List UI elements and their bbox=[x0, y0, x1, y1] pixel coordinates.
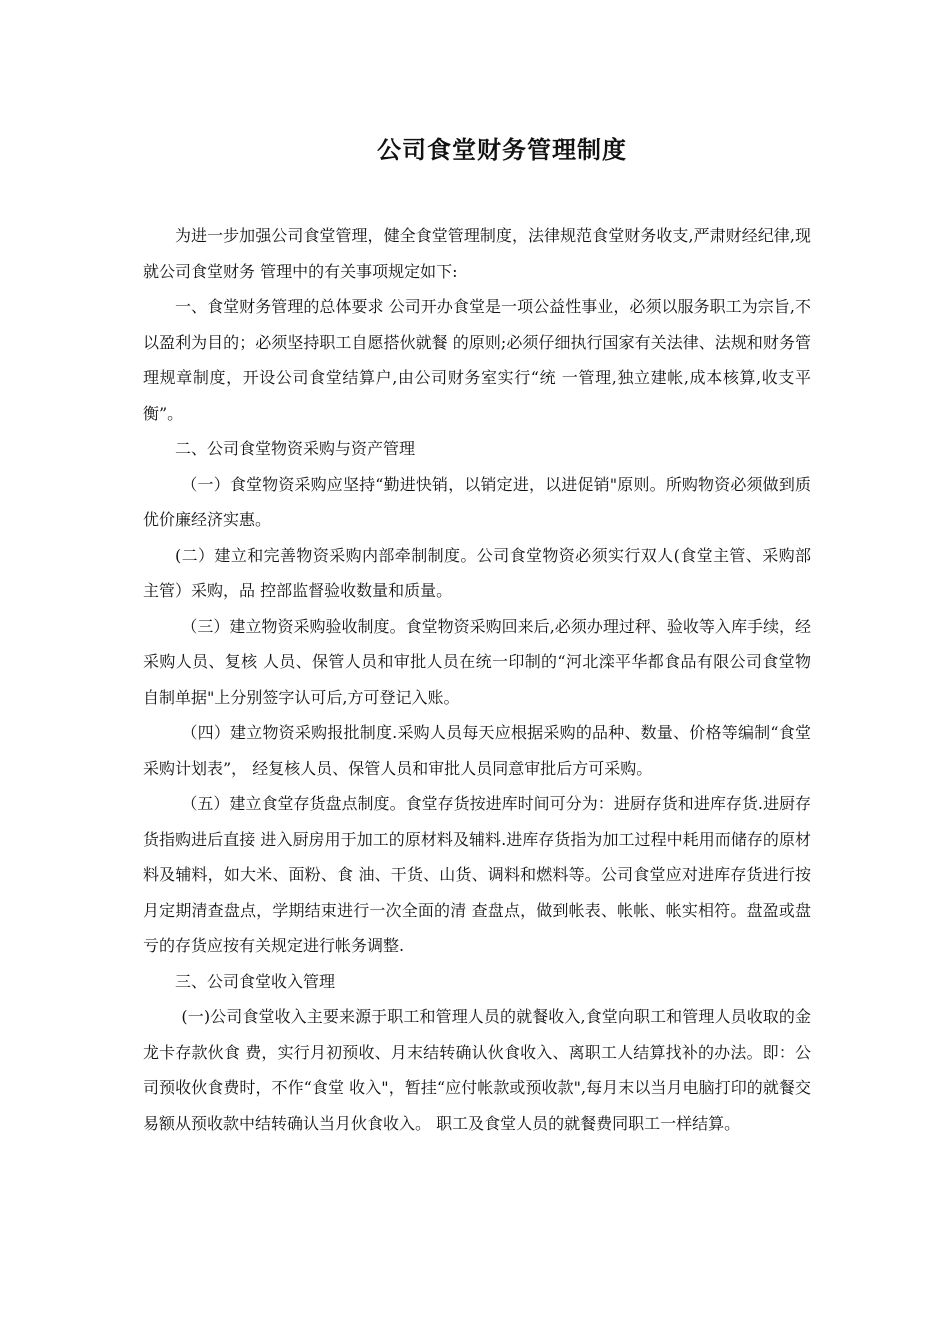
section-3-item-1: (一)公司食堂收入主要来源于职工和管理人员的就餐收入,食堂向职工和管理人员收取的金龙卡存款伙食 费，实行月初预收、月末结转确认伙食收入、离职工人结算找补的办法。即：公司预收伙食费时，不作“食堂 收入"，暂挂“应付帐款或预收款",每月末以当月电脑打印的就餐交易额从预收款中结转确认当月伙食收入。 职工及食堂人员的就餐费同职工一样结算。 bbox=[143, 1007, 811, 1133]
document-title: 公司食堂财务管理制度 bbox=[377, 136, 627, 164]
section-2-item-3: （三）建立物资采购验收制度。食堂物资采购回来后,必须办理过秤、验收等入库手续，经采购人员、复核 人员、保管人员和审批人员在统一印制的“河北滦平华都食品有限公司食堂物自制单据"上分别签字认可后,方可登记入账。 bbox=[143, 616, 811, 707]
section-2-heading: 二、公司食堂物资采购与资产管理 bbox=[175, 439, 416, 458]
section-2-item-1: （一）食堂物资采购应坚持“勤进快销，以销定进，以进促销"原则。所购物资必须做到质优价廉经济实惠。 bbox=[143, 474, 811, 529]
section-2-item-4: （四）建立物资采购报批制度.采购人员每天应根据采购的品种、数量、价格等编制“食堂采购计划表”， 经复核人员、保管人员和审批人员同意审批后方可采购。 bbox=[143, 723, 811, 778]
section-1-paragraph: 一、食堂财务管理的总体要求 公司开办食堂是一项公益性事业，必须以服务职工为宗旨,不以盈利为目的；必须坚持职工自愿搭伙就餐 的原则;必须仔细执行国家有关法律、法规和财务管理规章制度，开设公司食堂结算户,由公司财务室实行“统 一管理,独立建帐,成本核算,收支平衡”。 bbox=[143, 297, 811, 423]
document-body bbox=[143, 218, 811, 1141]
section-2-item-5: （五）建立食堂存货盘点制度。食堂存货按进库时间可分为：进厨存货和进库存货.进厨存货指购进后直接 进入厨房用于加工的原材料及辅料.进库存货指为加工过程中耗用而储存的原材料及辅料，如大米、面粉、食 油、干货、山货、调料和燃料等。公司食堂应对进库存货进行按月定期清查盘点，学期结束进行一次全面的清 查盘点，做到帐表、帐帐、帐实相符。盘盈或盘亏的存货应按有关规定进行帐务调整. bbox=[143, 794, 811, 955]
intro-paragraph: 为进一步加强公司食堂管理，健全食堂管理制度，法律规范食堂财务收支,严肃财经纪律,现就公司食堂财务 管理中的有关事项规定如下: bbox=[143, 226, 811, 281]
section-2-item-2: (二）建立和完善物资采购内部牵制制度。公司食堂物资必须实行双人(食堂主管、采购部主管）采购，品 控部监督验收数量和质量。 bbox=[143, 545, 811, 600]
section-3-heading: 三、公司食堂收入管理 bbox=[175, 971, 336, 991]
